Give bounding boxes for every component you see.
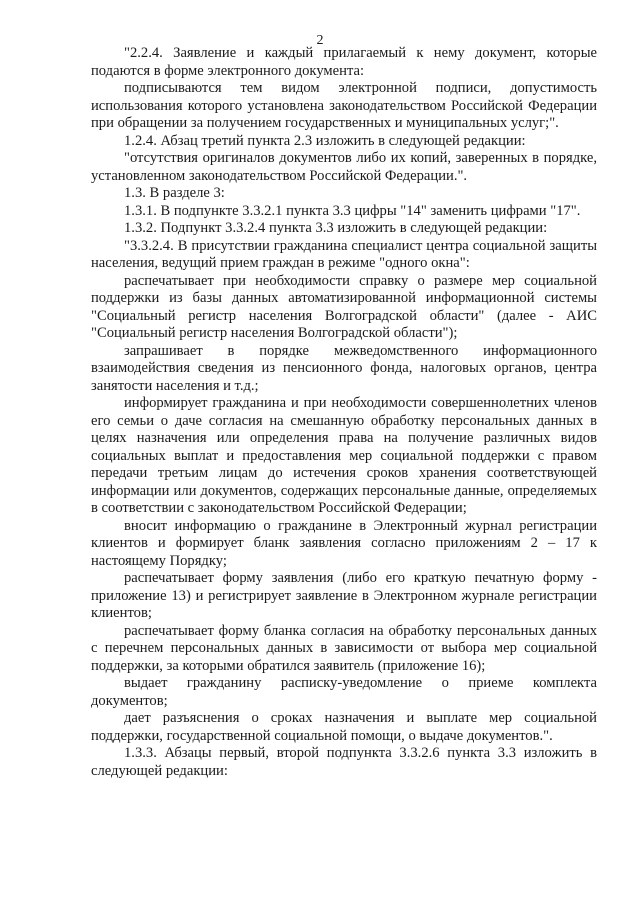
paragraph-3-3-2-4: "3.3.2.4. В присутствии гражданина специалист центра социальной защиты населения, ведущий прием граждан в режиме "одного окна": (91, 237, 597, 271)
paragraph-issues-receipt: выдает гражданину расписку-уведомление о приеме комплекта документов; (91, 675, 597, 709)
paragraph-explains: дает разъяснения о сроках назначения и выплате мер социальной поддержки, государственной социальной помощи, о выдаче документов.". (91, 710, 597, 744)
page-number: 2 (316, 33, 324, 48)
paragraph-1-3-1: 1.3.1. В подпункте 3.3.2.1 пункта 3.3 цифры "14" заменить цифрами "17". (124, 202, 581, 219)
paragraph-originals: "отсутствия оригиналов документов либо их копий, заверенных в порядке, установленном законодательством Российской Федерации.". (91, 150, 597, 184)
paragraph-2-2-4: "2.2.4. Заявление и каждый прилагаемый к нему документ, которые подаются в форме электронного документа: (91, 45, 597, 79)
paragraph-requests: запрашивает в порядке межведомственного информационного взаимодействия сведения из пенсионного фонда, налоговых органов, центра занятости населения и т.д.; (91, 342, 597, 394)
paragraph-1-3: 1.3. В разделе 3: (124, 185, 225, 201)
paragraph-1-2-4: 1.2.4. Абзац третий пункта 2.3 изложить в следующей редакции: (124, 132, 526, 149)
paragraph-enters-info: вносит информацию о гражданине в Электронный журнал регистрации клиентов и формирует бланк заявления согласно приложениям 2 – 17 к настоящему Порядку; (91, 517, 597, 569)
paragraph-signature: подписываются тем видом электронной подписи, допустимость использования которого установлена законодательством Российской Федерации при обращении за получением государственных и муниципальных услуг;". (91, 80, 597, 131)
paragraph-informs: информирует гражданина и при необходимости совершеннолетних членов его семьи о даче согласия на смешанную обработку персональных данных в целях назначения или определения права на получение различных видов социальных выплат и предоставления мер социальной поддержки с правом передачи третьим лицам до истечения сроков хранения соответствующей информации или документов, содержащих персональные данные, определяемых в соответствии с законодательством Российской Федерации; (91, 395, 597, 516)
paragraph-prints-consent: распечатывает форму бланка согласия на обработку персональных данных с перечнем персональных данных в зависимости от выбора мер социальной поддержки, за которыми обратился заявитель (приложение 16); (91, 622, 597, 674)
paragraph-prints-form: распечатывает форму заявления (либо его краткую печатную форму - приложение 13) и регистрирует заявление в Электронном журнале регистрации клиентов; (91, 570, 597, 621)
paragraph-1-3-2: 1.3.2. Подпункт 3.3.2.4 пункта 3.3 изложить в следующей редакции: (124, 220, 548, 236)
document-body (91, 45, 597, 780)
paragraph-prints-certificate: распечатывает при необходимости справку о размере мер социальной поддержки из базы данных автоматизированной информационной системы "Социальный регистр населения Волгоградской области" (далее - АИС "Социальный регистр населения Волгоградской области"); (91, 272, 597, 341)
paragraph-1-3-3: 1.3.3. Абзацы первый, второй подпункта 3.3.2.6 пункта 3.3 изложить в следующей редакции: (91, 745, 597, 779)
